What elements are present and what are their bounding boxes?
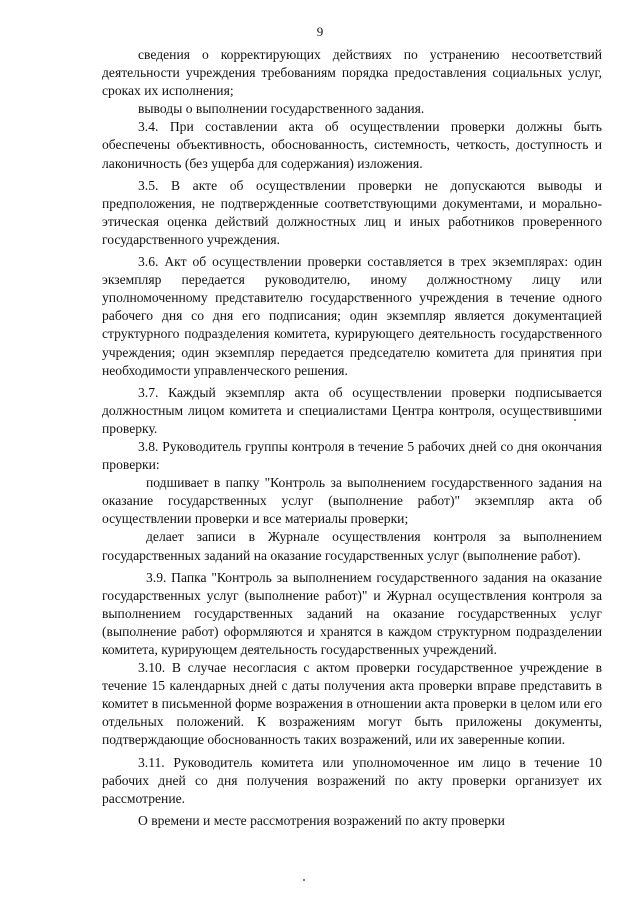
page-number: 9 <box>316 24 324 39</box>
scan-speck <box>574 419 576 421</box>
paragraph-conclusions: выводы о выполнении государственного задания. <box>138 101 425 117</box>
paragraph-3-11: 3.11. Руководитель комитета или уполномоченное им лицо в течение 10 рабочих дней со дня получения возражений по акту проверки организует их рассмотрение. <box>102 754 602 806</box>
paragraph-3-5: 3.5. В акте об осуществлении проверки не допускаются выводы и предположения, не подтвержденные соответствующими документами, и морально-этическая оценка действий должностных лиц и иных работников проверенного государственного учреждения. <box>102 177 602 247</box>
paragraph-3-6: 3.6. Акт об осуществлении проверки составляется в трех экземплярах: один экземпляр передается руководителю, иному должностному лицу или уполномоченному представителю государственного учреждения в течение одного рабочего дня со дня его подписания; один экземпляр является документацией структурного подразделения комитета, курирующего деятельность государственного учреждения; один экземпляр передается председателю комитета для принятия при необходимости управленческого решения. <box>102 254 602 378</box>
paragraph-3-4: 3.4. При составлении акта об осуществлении проверки должны быть обеспечены объективность, обоснованность, системность, четкость, доступность и лаконичность (без ущерба для содержания) изложения. <box>102 119 602 171</box>
paragraph-objections-time: О времени и месте рассмотрения возражений по акту проверки <box>138 812 505 828</box>
paragraph-corrective-actions: сведения о корректирующих действиях по устранению несоответствий деятельности учреждения требованиям порядка предоставления социальных услуг, сроках их исполнения; <box>102 47 602 99</box>
paragraph-3-9: 3.9. Папка "Контроль за выполнением государственного задания на оказание государственных услуг (выполнение работ)" и Журнал осуществления контроля за выполнением государственных заданий на оказание государственных услуг (выполнение работ) оформляются и хранятся в каждом структурном подразделении комитета, курирующем деятельность государственных учреждений. <box>102 569 602 657</box>
paragraph-journal-entries: делает записи в Журнале осуществления контроля за выполнением государственных заданий на оказание государственных услуг (выполнение работ). <box>102 529 602 563</box>
paragraph-3-10: 3.10. В случае несогласия с актом проверки государственное учреждение в течение 15 календарных дней с даты получения акта проверки вправе представить в комитет в письменной форме возражения в отношении акта проверки в целом или его отдельных положений. К возражениям могут быть приложены документы, подтверждающие обоснованность таких возражений, или их заверенные копии. <box>102 660 602 748</box>
scan-speck <box>303 879 305 881</box>
paragraph-3-8: 3.8. Руководитель группы контроля в течение 5 рабочих дней со дня окончания проверки: <box>102 438 602 473</box>
document-body <box>102 46 602 830</box>
paragraph-3-7: 3.7. Каждый экземпляр акта об осуществлении проверки подписывается должностным лицом комитета и специалистами Центра контроля, осуществившими проверку. <box>102 384 602 436</box>
paragraph-files-folder: подшивает в папку "Контроль за выполнением государственного задания на оказание государственных услуг (выполнение работ)" экземпляр акта об осуществлении проверки и все материалы проверки; <box>102 475 602 527</box>
